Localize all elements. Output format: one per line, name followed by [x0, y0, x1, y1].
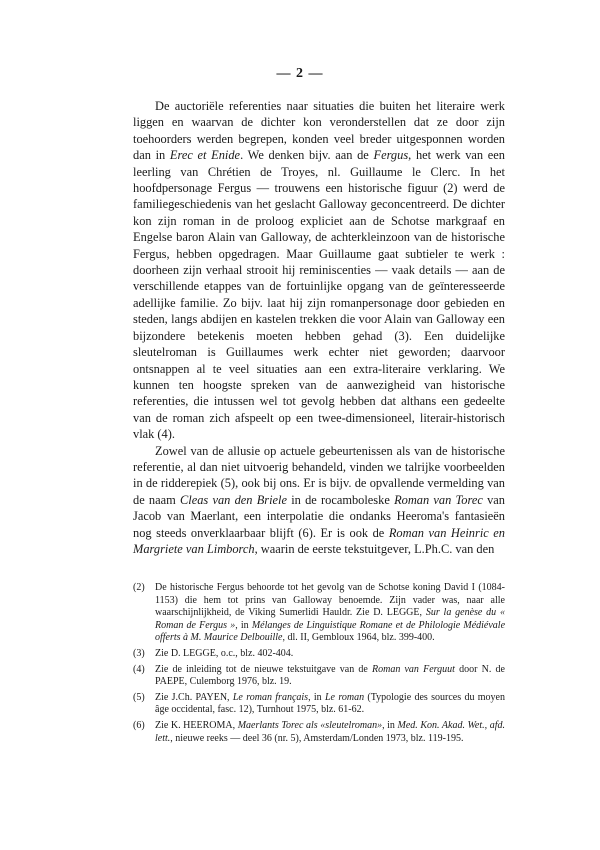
body-text: [133, 98, 505, 557]
footnote: [133, 692, 505, 717]
italic-text: Le roman: [325, 691, 365, 703]
italic-text: Fergus: [373, 148, 409, 163]
text-run: , nieuwe reeks — deel 36 (nr. 5), Amsterdam/Londen 1973, blz. 119-195.: [170, 732, 464, 744]
footnote: [133, 648, 505, 661]
italic-text: Roman van Ferguut: [371, 663, 455, 675]
footnote-text: [155, 582, 505, 645]
text-run: , waarin de eerste tekstuitgever, L.Ph.C. van den: [254, 541, 495, 556]
footnotes: [133, 582, 505, 748]
italic-text: Mélanges de Linguistique Romane et de Philologie Médiévale offerts à M. Maurice Delbouille: [155, 619, 506, 644]
text-run: , in: [308, 691, 325, 703]
footnote: [133, 582, 505, 645]
italic-text: Cleas van den Briele: [180, 492, 287, 507]
text-run: (Typologie des sources du moyen âge occidental, fasc. 12), Turnhout 1975, blz. 61-62.: [155, 691, 505, 716]
footnote: [133, 720, 505, 745]
text-run: , het werk van een leerling van Chrétien de Troyes, nl. Guillaume le Clerc. In het hoofdpersonage Fergus — trouwens een historische figuur (2) werd de familiegeschiedenis van het geslacht Galloway geconcentreerd. De dichter kon zijn roman in de proloog expliciet aan de Schotse markgraaf en Engelse baron Alain van Galloway, de achterkleinzoon van de historische Fergus, hebben opgedragen. Maar Guillaume gaat subtieler te werk : doorheen zijn verhaal strooit hij reminiscenties — vaak details — aan de verschillende etappes van de fortuinlijke opgang van de geïnteresseerde adellijke familie. Zo bijv. laat hij zijn romanpersonage door gebieden en steden, langs abdijen en kastelen trekken die voor Alain van Galloway een bijzondere betekenis moeten hebben gehad (3). Een duidelijke sleutelroman is Guillaumes werk echter niet geworden; daarvoor ontsnappen al te veel situaties aan een extra-literaire verklaring. We kunnen ten hoogste spreken van de aanwezigheid van historische referenties, die intussen wel tot gevolg hebben dat althans een gedeelte van de roman zich afspeelt op een twee-dimensioneel, literair-historisch vlak (4).: [133, 148, 505, 442]
text-run: , in: [235, 619, 252, 631]
italic-text: Sur la genèse du « Roman de Fergus »: [155, 607, 505, 631]
text-run: , dl. II, Gembloux 1964, blz. 399-400.: [282, 632, 435, 644]
italic-text: Med. Kon. Akad. Wet., afd. lett.: [155, 719, 505, 744]
text-run: Zie K. HEEROMA,: [155, 719, 238, 731]
italic-text: Roman van Torec: [394, 492, 483, 507]
footnote-text: [155, 664, 505, 689]
footnote-number: (4): [133, 663, 145, 675]
footnote-number: (3): [133, 647, 145, 659]
text-run: . We denken bijv. aan de: [240, 148, 374, 163]
text-run: Zie D. LEGGE, o.c., blz. 402-404.: [155, 647, 294, 659]
text-run: door N. de PAEPE, Culemborg 1976, blz. 19.: [155, 663, 505, 688]
italic-text: Roman van Heinric en Margriete van Limborch: [133, 525, 505, 556]
footnote-number: (5): [133, 691, 145, 703]
italic-text: Erec et Enide: [169, 148, 241, 163]
text-run: in de rocamboleske: [286, 492, 395, 507]
footnote-number: (2): [133, 582, 145, 593]
text-run: Zie J.Ch. PAYEN,: [155, 691, 233, 703]
paragraph: [133, 443, 505, 558]
text-run: Zie de inleiding tot de nieuwe tekstuitgave van de: [155, 663, 372, 675]
footnote: [133, 664, 505, 689]
text-run: De historische Fergus behoorde tot het gevolg van de Schotse koning David I (1084-1153) die hem tot prins van Galloway benoemde. Zijn vader was, naar alle waarschijnlijkheid, de Viking Sumerlidi Hauldr. Zie D. LEGGE,: [155, 582, 505, 619]
text-run: Zowel van de allusie op actuele gebeurtenissen als van de historische referentie, al dan niet uitvoerig behandeld, vinden we talrijke voorbeelden in de ridderepiek (5), ook bij ons. Er is bijv. de opvallende vermelding van de naam: [133, 443, 505, 507]
footnote-text: [155, 720, 505, 745]
footnote-number: (6): [133, 719, 145, 731]
text-run: , in: [382, 719, 398, 731]
text-run: De auctoriële referenties naar situaties die buiten het literaire werk liggen en waarvan de dichter kon veronderstellen dat ze door zijn toehoorders werden begrepen, konden veel breder uitgesponnen worden dan in: [133, 99, 505, 163]
italic-text: Maerlants Torec als «sleutelroman»: [237, 719, 383, 731]
paragraph: [133, 98, 505, 443]
italic-text: Le roman français: [232, 691, 309, 703]
footnote-text: [155, 692, 505, 717]
page-number: — 2 —: [276, 66, 324, 81]
text-run: van Jacob van Maerlant, een interpolatie die ondanks Heeroma's fantasieën nog steeds onverklaarbaar blijft (6). Er is ook de: [133, 492, 505, 540]
footnote-text: [155, 648, 505, 661]
